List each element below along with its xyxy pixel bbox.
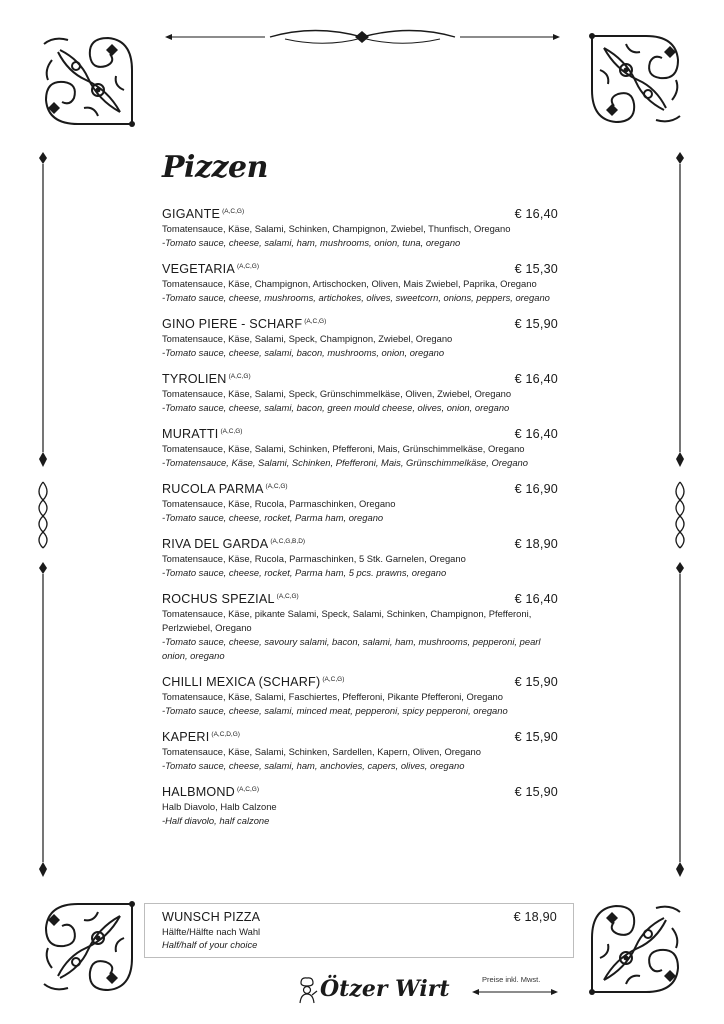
side-rule-icon [673,152,687,467]
menu-item [162,482,558,525]
ornamental-flourish-icon [38,30,138,130]
item-name: KAPERI $^{(A,C,D,G)}$ [162,730,240,744]
menu-item [162,675,558,718]
item-price: € 16,90 [514,482,558,496]
item-description-de: Tomatensauce, Käse, Champignon, Artischocken, Oliven, Mais Zwiebel, Paprika, Oregano [162,278,537,289]
item-description-en: Half/half of your choice [162,939,258,950]
item-description-de: Tomatensauce, Käse, Salami, Speck, Champignon, Zwiebel, Oregano [162,333,453,344]
allergen-codes: (A,C,G) [276,593,299,600]
menu-item [162,537,558,580]
menu-list [162,207,558,840]
item-description-en: -Tomato sauce, cheese, rocket, Parma ham, oregano [162,512,384,523]
item-description-de: Tomatensauce, Käse, Salami, Speck, Grünschimmelkäse, Oliven, Zwiebel, Oregano [162,388,512,399]
item-description-en: -Tomato sauce, cheese, salami, bacon, green mould cheese, olives, onion, oregano [162,402,510,413]
item-price: € 16,40 [514,592,558,606]
item-description-en: -Tomato sauce, cheese, savoury salami, bacon, salami, ham, mushrooms, pepperoni, pearl onion, oregano [162,636,541,661]
menu-item [162,785,558,828]
item-description-de: Tomatensauce, Käse, Salami, Schinken, Pfefferoni, Mais, Grünschimmelkäse, Oregano [162,443,525,454]
wunsch-pizza-box [144,903,574,958]
item-description-de: Tomatensauce, Käse, Salami, Schinken, Sardellen, Kapern, Oliven, Oregano [162,746,481,757]
item-price: € 16,40 [514,372,558,386]
item-name: HALBMOND $^{(A,C,G)}$ [162,785,260,799]
menu-item [162,730,558,773]
allergen-codes: (A,C,G) [236,786,260,793]
ornamental-divider-icon [33,480,53,550]
item-description-de: Tomatensauce, Käse, pikante Salami, Speck, Salami, Schinken, Champignon, Pfefferoni, Perlzwiebel, Oregano [162,608,532,633]
allergen-codes: (A,C,G) [228,373,251,380]
item-description-de: Halb Diavolo, Halb Calzone [162,801,277,812]
item-description-de: Tomatensauce, Käse, Salami, Faschiertes, Pfefferoni, Pikante Pfefferoni, Oregano [162,691,503,702]
menu-item [162,262,558,305]
item-price: € 15,90 [514,675,558,689]
item-price: € 18,90 [514,537,558,551]
allergen-codes: (A,C,G) [220,428,243,435]
item-description-en: -Tomato sauce, cheese, salami, ham, mushrooms, onion, tuna, oregano [162,237,461,248]
item-name: RIVA DEL GARDA $^{(A,C,G,B,D)}$ [162,537,306,551]
restaurant-logo: Ötzer Wirt [320,976,450,1002]
side-rule-icon [673,562,687,877]
pizza-chef-icon [296,975,318,1005]
menu-item [162,317,558,360]
item-description-en: -Half diavolo, half calzone [162,815,270,826]
side-rule-icon [36,562,50,877]
allergen-codes: (A,C,G) [304,318,327,325]
item-price: € 15,90 [514,785,558,799]
allergen-codes: (A,C,D,G) [211,731,240,738]
ornamental-divider-icon [472,988,558,996]
allergen-codes: (A,C,G) [236,263,259,270]
item-description-de: Tomatensauce, Käse, Rucola, Parmaschinken, Oregano [162,498,396,509]
ornamental-divider-icon [165,26,560,48]
menu-item [162,207,558,250]
item-name: RUCOLA PARMA $^{(A,C,G)}$ [162,482,288,496]
ornamental-flourish-icon [586,30,686,130]
item-price: € 16,40 [514,427,558,441]
ornamental-flourish-icon [586,898,686,998]
menu-item [162,592,558,663]
item-description-en: -Tomato sauce, cheese, rocket, Parma ham, 5 pcs. prawns, oregano [162,567,447,578]
page-title: Pizzen [162,150,268,185]
item-description-de: Tomatensauce, Käse, Salami, Schinken, Champignon, Zwiebel, Thunfisch, Oregano [162,223,511,234]
menu-item [162,372,558,415]
item-name: ROCHUS SPEZIAL $^{(A,C,G)}$ [162,592,299,606]
ornamental-divider-icon [670,480,690,550]
allergen-codes: (A,C,G) [265,483,288,490]
item-name: VEGETARIA $^{(A,C,G)}$ [162,262,259,276]
side-rule-icon [36,152,50,467]
allergen-codes: (A,C,G,B,D) [270,538,306,545]
item-description-en: -Tomato sauce, cheese, mushrooms, artichokes, olives, sweetcorn, onions, peppers, oregano [162,292,550,303]
item-price: € 18,90 [513,910,557,924]
item-name: CHILLI MEXICA (SCHARF) $^{(A,C,G)}$ [162,675,345,689]
item-description-de: Tomatensauce, Käse, Rucola, Parmaschinken, 5 Stk. Garnelen, Oregano [162,553,466,564]
ornamental-flourish-icon [38,898,138,998]
menu-item [162,427,558,470]
item-price: € 15,90 [514,730,558,744]
item-description-en: -Tomato sauce, cheese, salami, ham, anchovies, capers, olives, oregano [162,760,465,771]
allergen-codes: (A,C,G) [222,208,245,215]
item-name: GINO PIERE - SCHARF $^{(A,C,G)}$ [162,317,327,331]
item-name: TYROLIEN $^{(A,C,G)}$ [162,372,251,386]
price-footnote: Preise inkl. Mwst. [482,975,541,984]
item-name: MURATTI $^{(A,C,G)}$ [162,427,243,441]
item-price: € 15,30 [514,262,558,276]
item-name: GIGANTE $^{(A,C,G)}$ [162,207,245,221]
item-description-de: Hälfte/Hälfte nach Wahl [162,926,261,937]
item-description-en: -Tomatensauce, Käse, Salami, Schinken, Pfefferoni, Mais, Grünschimmelkäse, Oregano [162,457,528,468]
item-name: WUNSCH PIZZA [162,910,261,924]
item-description-en: -Tomato sauce, cheese, salami, minced meat, pepperoni, spicy pepperoni, oregano [162,705,508,716]
item-price: € 15,90 [514,317,558,331]
item-price: € 16,40 [514,207,558,221]
item-description-en: -Tomato sauce, cheese, salami, bacon, mushrooms, onion, oregano [162,347,445,358]
allergen-codes: (A,C,G) [322,676,345,683]
